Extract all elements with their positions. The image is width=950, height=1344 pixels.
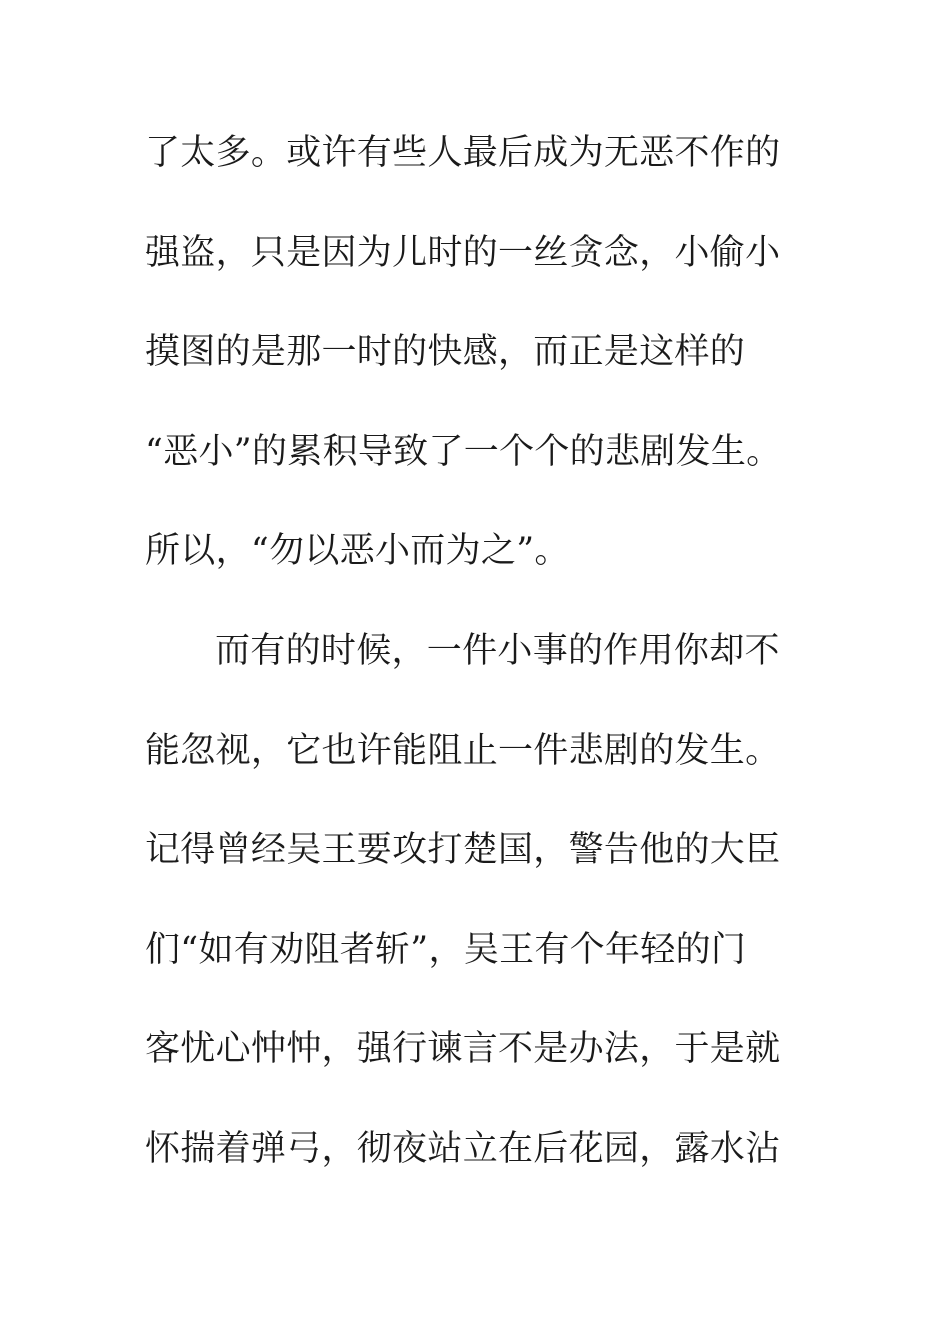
text-line: 了太多。或许有些人最后成为无恶不作的 (145, 133, 781, 173)
text-line: 所以，“勿以恶小而为之”。 (145, 531, 570, 572)
text-line: 客忧心忡忡，强行谏言不是办法，于是就 (145, 1029, 781, 1070)
text-line: 强盗，只是因为儿时的一丝贪念，小偷小 (145, 232, 781, 273)
body-text (145, 125, 845, 1221)
text-line: 怀揣着弹弓，彻夜站立在后花园，露水沾 (145, 1128, 781, 1169)
text-line: 记得曾经吴王要攻打楚国，警告他的大臣 (145, 830, 781, 871)
text-line: “恶小”的累积导致了一个个的悲剧发生。 (145, 431, 782, 472)
paragraph-start-line: 而有的时候，一件小事的作用你却不 (215, 630, 780, 671)
text-line: 们“如有劝阻者斩”，吴王有个年轻的门 (145, 929, 747, 970)
text-line: 摸图的是那一时的快感，而正是这样的 (145, 332, 746, 373)
text-line: 能忽视，它也许能阻止一件悲剧的发生。 (145, 730, 781, 771)
